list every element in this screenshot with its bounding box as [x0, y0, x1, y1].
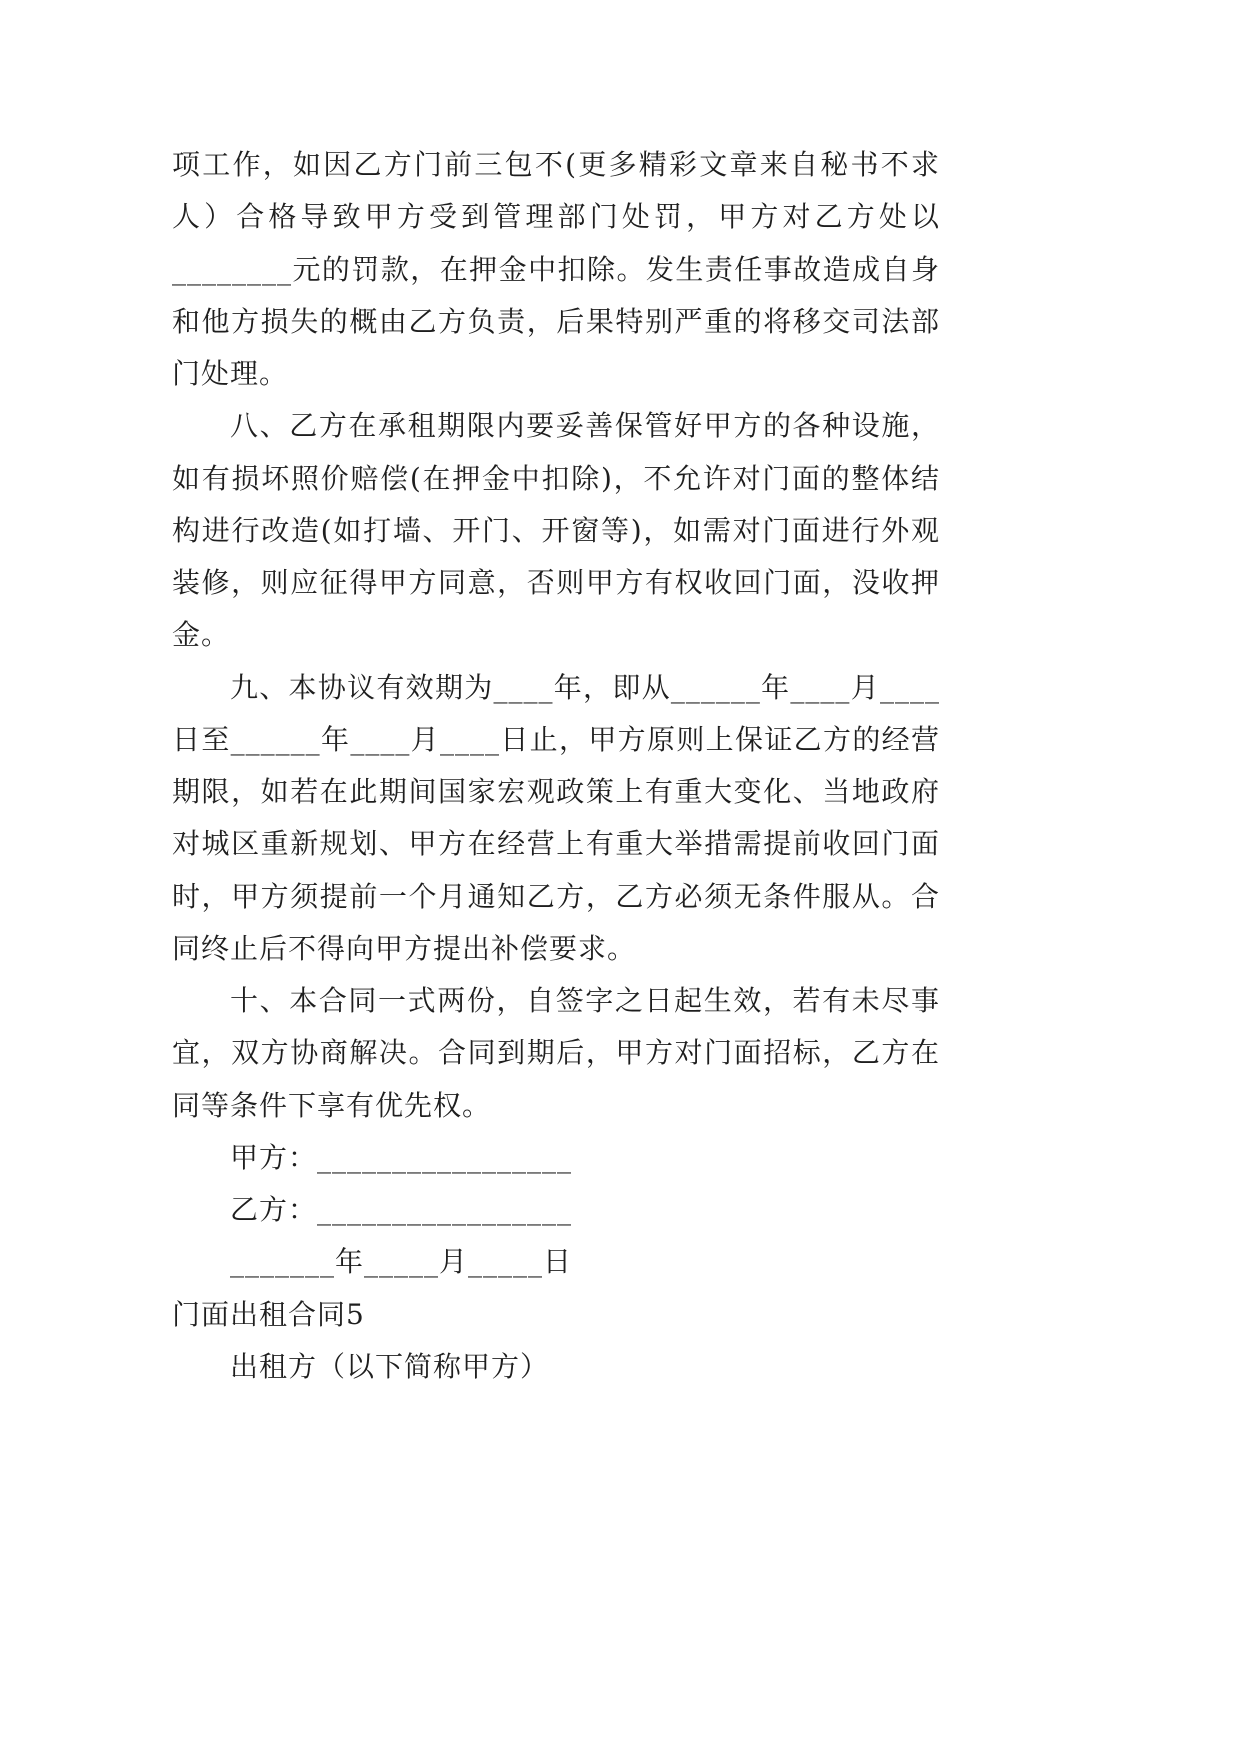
text-line: 同等条件下享有优先权。: [172, 1088, 492, 1122]
text-line: 和他方损失的概由乙方负责，后果特别严重的将移交司法部: [172, 304, 940, 338]
text-line: 门处理。: [172, 357, 289, 390]
party-b-signature-line: 乙方：_________________: [230, 1193, 573, 1226]
clause-10: [172, 975, 940, 1132]
signature-block: [172, 1132, 940, 1289]
text-line: 同终止后不得向甲方提出补偿要求。: [172, 931, 637, 965]
text-line: 时，甲方须提前一个月通知乙方，乙方必须无条件服从。合: [172, 879, 940, 913]
clause-9: [172, 662, 940, 976]
text-line: 日至______年____月____日止，甲方原则上保证乙方的经营: [172, 722, 940, 756]
text-line: ________元的罚款，在押金中扣除。发生责任事故造成自身: [172, 252, 940, 286]
clause-7-continuation: [172, 139, 940, 400]
text-line: 宜，双方协商解决。合同到期后，甲方对门面招标，乙方在: [172, 1036, 940, 1070]
signature-date-line: _______年_____月_____日: [230, 1245, 573, 1279]
text-line: 金。: [172, 618, 231, 652]
text-line: 对城区重新规划、甲方在经营上有重大举措需提前收回门面: [172, 827, 940, 861]
text-line: 人）合格导致甲方受到管理部门处罚，甲方对乙方处以: [172, 200, 940, 234]
text-line: 构进行改造(如打墙、开门、开窗等)，如需对门面进行外观: [172, 513, 940, 547]
text-line: 八、乙方在承租期限内要妥善保管好甲方的各种设施，: [230, 409, 940, 443]
text-line: 项工作，如因乙方门前三包不(更多精彩文章来自秘书不求: [172, 148, 940, 181]
clause-8: [172, 400, 940, 661]
lessor-line: 出租方（以下简称甲方）: [230, 1349, 550, 1383]
text-line: 十、本合同一式两份，自签字之日起生效，若有未尽事: [230, 984, 940, 1017]
next-contract-title: 门面出租合同5: [172, 1297, 365, 1331]
text-line: 九、本协议有效期为____年，即从______年____月____: [230, 670, 940, 704]
party-a-signature-line: 甲方：_________________: [230, 1140, 573, 1174]
text-line: 如有损坏照价赔偿(在押金中扣除)，不允许对门面的整体结: [172, 461, 940, 495]
text-line: 装修，则应征得甲方同意，否则甲方有权收回门面，没收押: [172, 566, 940, 599]
text-line: 期限，如若在此期间国家宏观政策上有重大变化、当地政府: [172, 775, 940, 808]
document-body: [172, 139, 940, 1393]
